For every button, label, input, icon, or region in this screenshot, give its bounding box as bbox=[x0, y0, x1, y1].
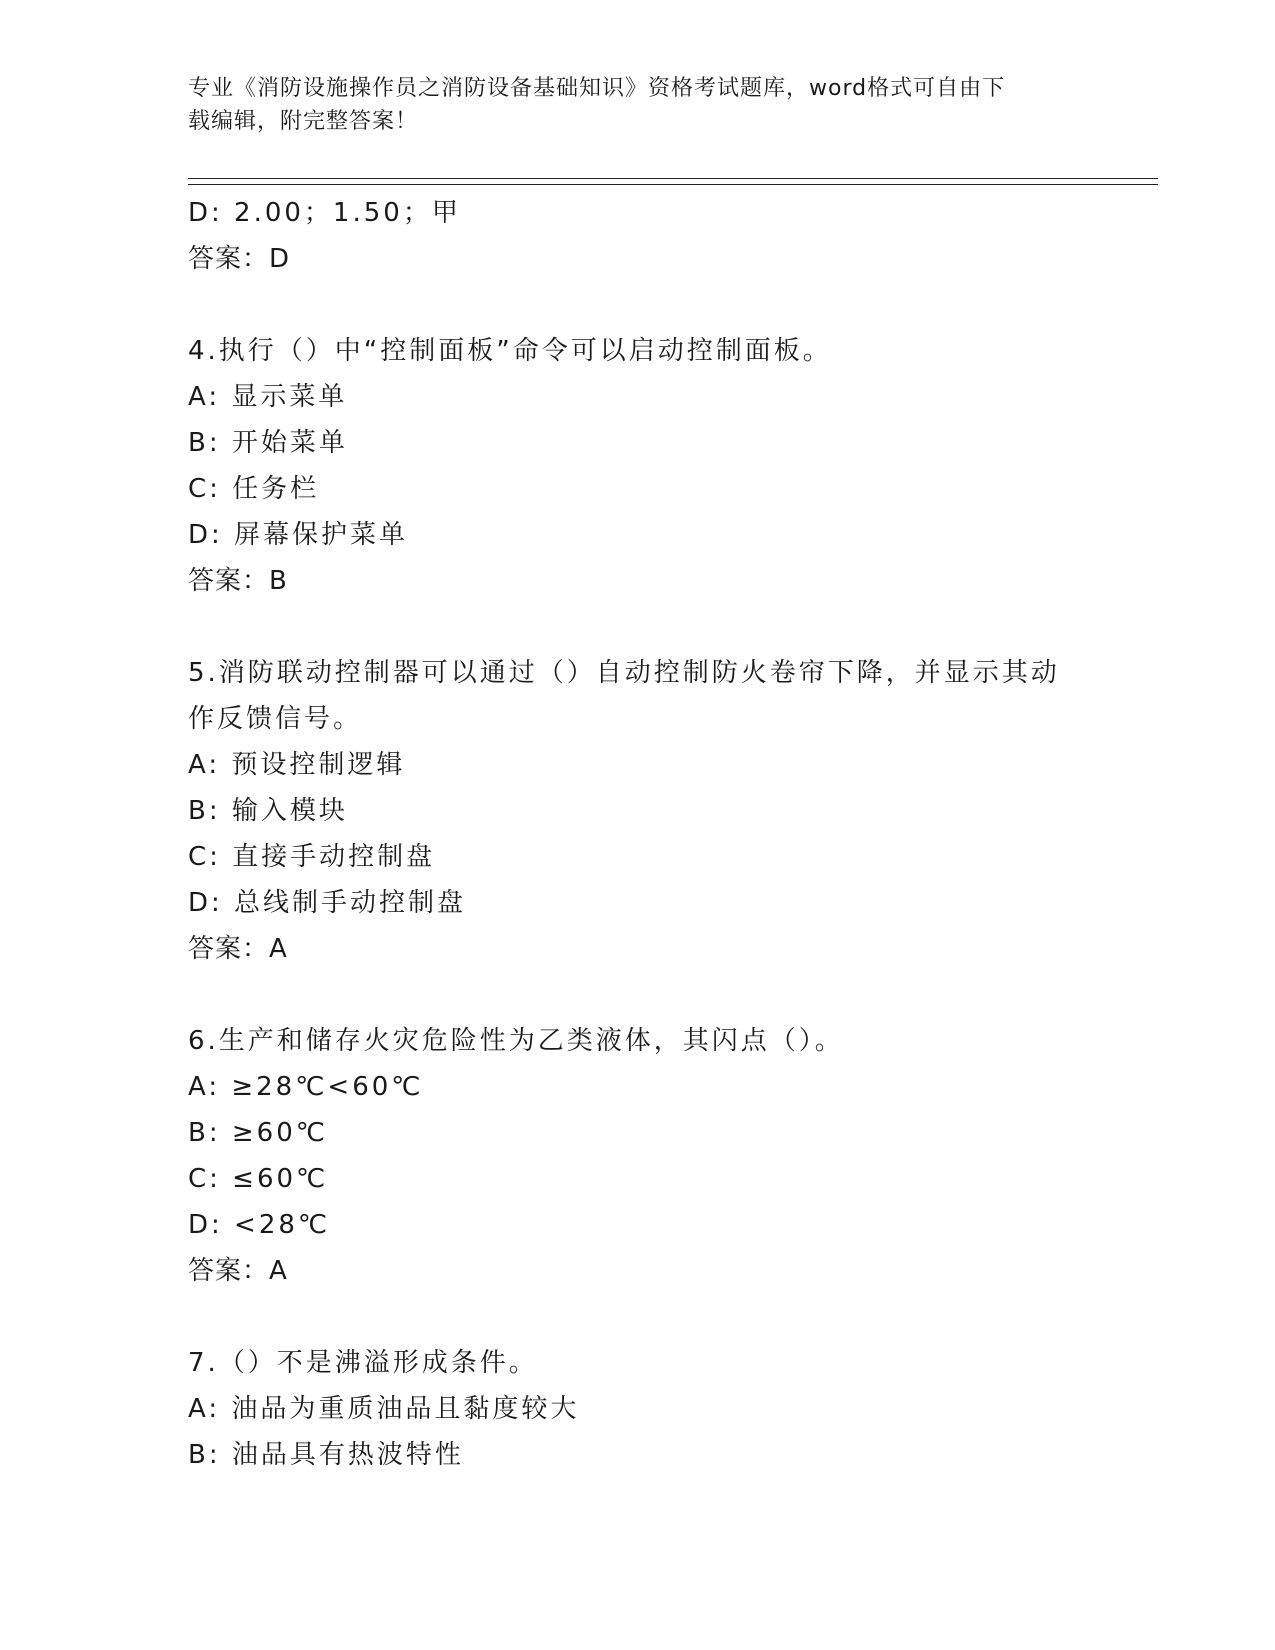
question-block-3-tail bbox=[188, 190, 1088, 282]
header-divider-top bbox=[188, 178, 1158, 179]
question-stem-continued: 作反馈信号。 bbox=[188, 704, 363, 734]
question-stem: 7.（）不是沸溢形成条件。 bbox=[188, 1348, 538, 1378]
option-a: A: 预设控制逻辑 bbox=[188, 750, 406, 780]
option-c: C: 任务栏 bbox=[188, 474, 320, 504]
header-divider-bottom bbox=[188, 184, 1158, 185]
question-content bbox=[188, 190, 1088, 1478]
option-d: D: 总线制手动控制盘 bbox=[188, 888, 467, 918]
option-d: D: 2.00；1.50；甲 bbox=[188, 198, 461, 228]
option-c: C: ≤60℃ bbox=[188, 1164, 329, 1194]
option-b: B: 输入模块 bbox=[188, 796, 348, 826]
question-block-6 bbox=[188, 1018, 1088, 1294]
header-line-1: 专业《消防设施操作员之消防设备基础知识》资格考试题库，word格式可自由下 bbox=[188, 76, 1006, 101]
question-block-7 bbox=[188, 1340, 1088, 1478]
option-d: D: 屏幕保护菜单 bbox=[188, 520, 409, 550]
question-stem: 6.生产和储存火灾危险性为乙类液体，其闪点（）。 bbox=[188, 1026, 844, 1056]
question-stem: 5.消防联动控制器可以通过（）自动控制防火卷帘下降，并显示其动 bbox=[188, 658, 1060, 688]
option-a: A: 油品为重质油品且黏度较大 bbox=[188, 1394, 580, 1424]
answer-line: 答案：B bbox=[188, 566, 288, 596]
header-line-2: 载编辑，附完整答案！ bbox=[188, 109, 419, 134]
option-b: B: 开始菜单 bbox=[188, 428, 348, 458]
question-stem: 4.执行（）中“控制面板”命令可以启动控制面板。 bbox=[188, 336, 832, 366]
option-a: A: 显示菜单 bbox=[188, 382, 348, 412]
question-block-4 bbox=[188, 328, 1088, 604]
option-d: D: <28℃ bbox=[188, 1210, 331, 1240]
question-block-5 bbox=[188, 650, 1088, 972]
option-a: A: ≥28℃<60℃ bbox=[188, 1072, 424, 1102]
answer-line: 答案：A bbox=[188, 934, 288, 964]
option-c: C: 直接手动控制盘 bbox=[188, 842, 436, 872]
option-b: B: 油品具有热波特性 bbox=[188, 1440, 464, 1470]
option-b: B: ≥60℃ bbox=[188, 1118, 328, 1148]
answer-line: 答案：D bbox=[188, 244, 291, 274]
answer-line: 答案：A bbox=[188, 1256, 288, 1286]
document-header bbox=[188, 72, 1068, 138]
